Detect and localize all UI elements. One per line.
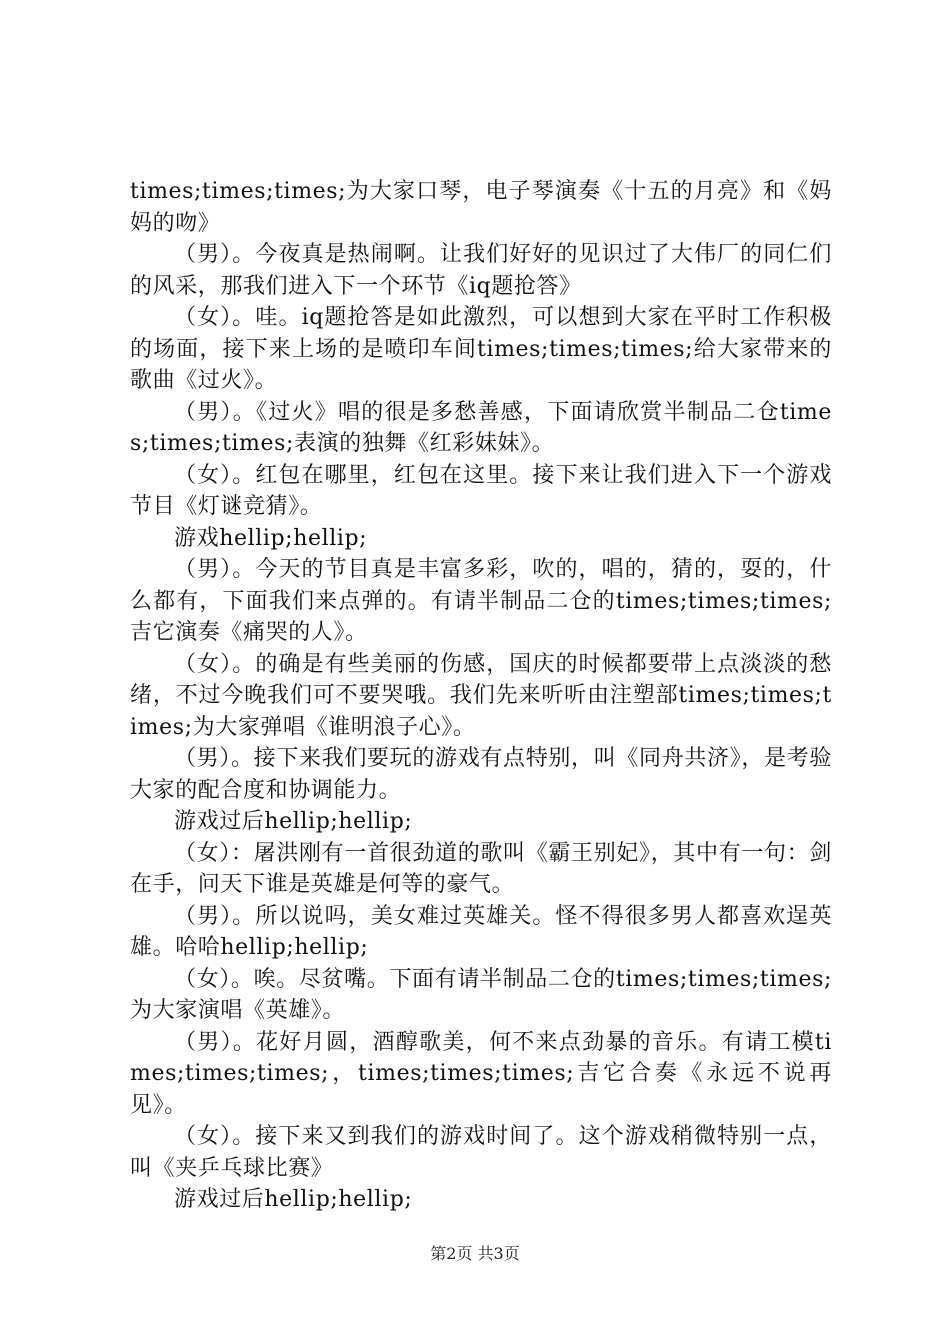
paragraph: （男）。花好月圆，酒醇歌美，何不来点劲暴的音乐。有请工模times;times;times;，times;times;times;吉它合奏《永远不说再见》。: [130, 1029, 832, 1118]
paragraph: 游戏过后hellip;hellip;: [174, 1187, 413, 1212]
paragraph: （女）。接下来又到我们的游戏时间了。这个游戏稍微特别一点，叫《夹乒乓球比赛》: [130, 1124, 832, 1181]
paragraph: （男）。接下来我们要玩的游戏有点特别，叫《同舟共济》，是考验大家的配合度和协调能力。: [130, 746, 832, 803]
paragraph: （男）。所以说吗，美女难过英雄关。怪不得很多男人都喜欢逞英雄。哈哈hellip;hellip;: [130, 903, 832, 960]
paragraph: times;times;times;为大家口琴，电子琴演奏《十五的月亮》和《妈妈的吻》: [130, 179, 832, 236]
paragraph: 游戏hellip;hellip;: [174, 525, 368, 551]
paragraph: 游戏过后hellip;hellip;: [174, 809, 413, 834]
page-number-footer: 第2页 共3页: [430, 1244, 520, 1263]
paragraph: （男）。《过火》唱的很是多愁善感，下面请欣赏半制品二仓times;times;times;表演的独舞《红彩妹妹》。: [130, 399, 832, 456]
paragraph: （女）。红包在哪里，红包在这里。接下来让我们进入下一个游戏节目《灯谜竞猜》。: [130, 462, 832, 519]
paragraph: （女）。的确是有些美丽的伤感，国庆的时候都要带上点淡淡的愁绪，不过今晚我们可不要哭哦。我们先来听听由注塑部times;times;times;为大家弹唱《谁明浪子心》。: [130, 651, 832, 740]
paragraph: （女）。哇。iq题抢答是如此激烈，可以想到大家在平时工作积极的场面，接下来上场的是喷印车间times;times;times;给大家带来的歌曲《过火》。: [130, 305, 832, 393]
paragraph: （男）。今夜真是热闹啊。让我们好好的见识过了大伟厂的同仁们的风采，那我们进入下一个环节《iq题抢答》: [130, 242, 832, 299]
paragraph: （男）。今天的节目真是丰富多彩，吹的，唱的，猜的，耍的，什么都有，下面我们来点弹的。有请半制品二仓的times;times;times;吉它演奏《痛哭的人》。: [130, 557, 832, 645]
document-body: [130, 176, 832, 1216]
paragraph: （女）：屠洪刚有一首很劲道的歌叫《霸王别妃》，其中有一句：剑在手，问天下谁是英雄是何等的豪气。: [130, 840, 832, 897]
paragraph: （女）。唉。尽贫嘴。下面有请半制品二仓的times;times;times;为大家演唱《英雄》。: [130, 966, 832, 1023]
